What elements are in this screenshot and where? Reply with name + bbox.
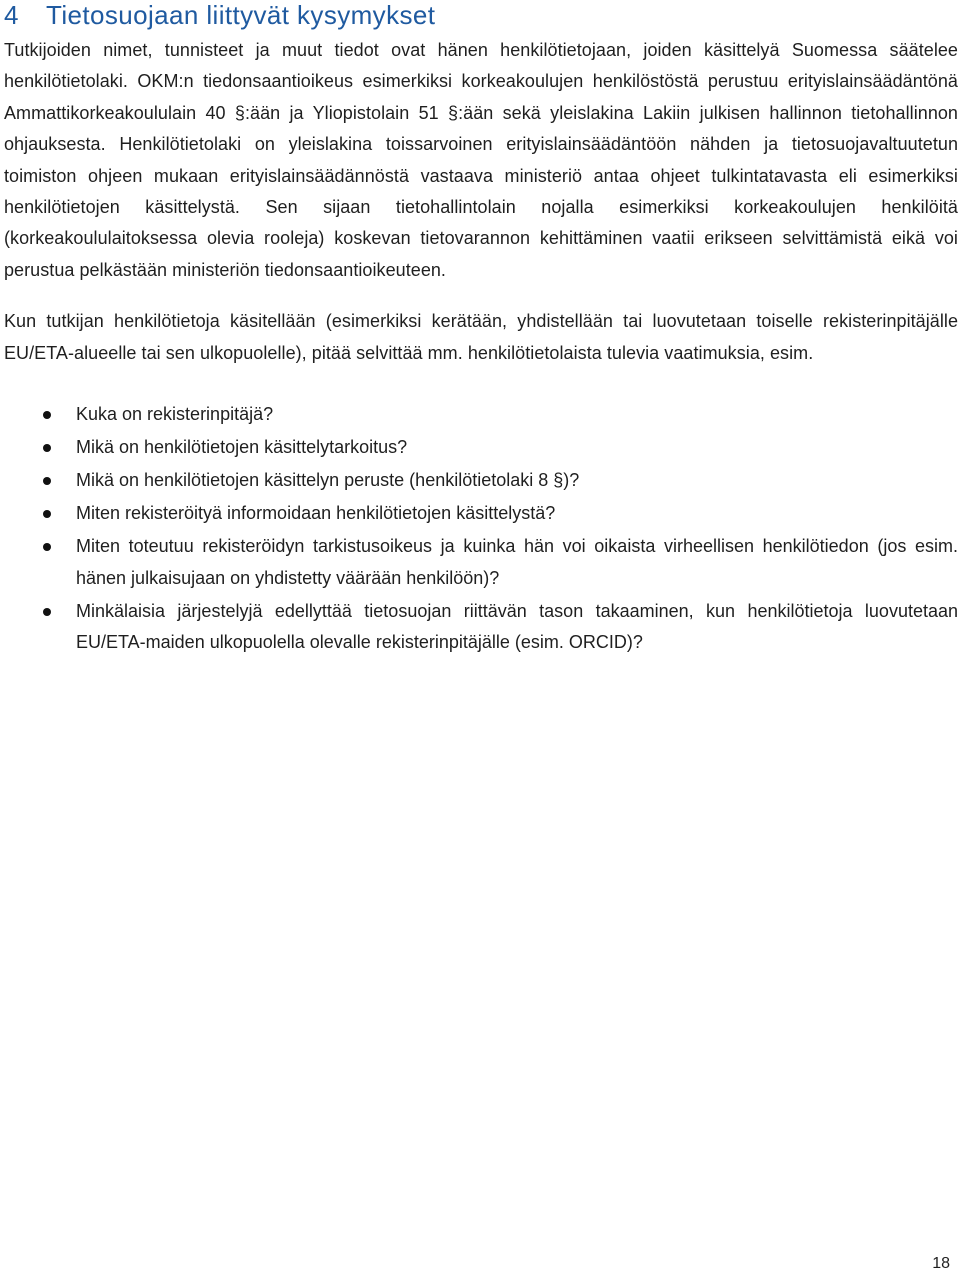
section-heading — [4, 0, 958, 32]
list-item-text: Miten rekisteröityä informoidaan henkilötietojen käsittelystä? — [76, 503, 556, 524]
document-page — [4, 0, 958, 660]
question-list — [4, 399, 958, 659]
section-title: Tietosuojaan liittyvät kysymykset — [46, 0, 436, 30]
section-number: 4 — [4, 0, 19, 30]
list-item-text: Kuka on rekisterinpitäjä? — [76, 404, 274, 425]
list-item — [4, 596, 958, 659]
bullet-icon — [43, 608, 51, 616]
list-item — [4, 399, 958, 431]
list-item — [4, 531, 958, 594]
bullet-icon — [43, 411, 51, 419]
list-item — [4, 432, 958, 464]
list-item-text: Miten toteutuu rekisteröidyn tarkistusoikeus ja kuinka hän voi oikaista virheellisen henkilötiedon (jos esim. hänen julkaisujaan on yhdistetty väärään henkilöön)? — [76, 536, 958, 588]
bullet-icon — [43, 543, 51, 551]
list-item — [4, 498, 958, 530]
bullet-icon — [43, 477, 51, 485]
paragraph-2: Kun tutkijan henkilötietoja käsitellään (esimerkiksi kerätään, yhdistellään tai luovutetaan toiselle rekisterinpitäjälle EU/ETA-alueelle tai sen ulkopuolelle), pitää selvittää mm. henkilötietolaista tulevia vaatimuksia, esim. — [4, 311, 958, 363]
list-item-text: Mikä on henkilötietojen käsittelytarkoitus? — [76, 437, 408, 458]
page-number: 18 — [932, 1255, 950, 1272]
paragraph-1: Tutkijoiden nimet, tunnisteet ja muut tiedot ovat hänen henkilötietojaan, joiden käsittelyä Suomessa säätelee henkilötietolaki. OKM:n tiedonsaantioikeus esimerkiksi korkeakoulujen henkilöstöstä perustuu erityislainsäädäntönä Ammattikorkeakoululain 40 §:ään ja Yliopistolain 51 §:ään sekä yleislakina Lakiin julkisen hallinnon tietohallinnon ohjauksesta. Henkilötietolaki on yleislakina toissarvoinen erityislainsäädäntöön nähden ja tietosuojavaltuutetun toimiston ohjeen mukaan erityislainsäädännöstä vastaava ministeriö antaa ohjeet tulkintatavasta eli esimerkiksi henkilötietojen käsittelystä. Sen sijaan tietohallintolain nojalla esimerkiksi korkeakoulujen henkilöitä (korkeakoululaitoksessa olevia rooleja) koskevan tietovarannon kehittäminen vaatii erikseen selvittämistä eikä voi perustua pelkästään ministeriön tiedonsaantioikeuteen. — [4, 40, 958, 280]
list-item-text: Minkälaisia järjestelyjä edellyttää tietosuojan riittävän tason takaaminen, kun henkilötietoja luovutetaan EU/ETA-maiden ulkopuolella olevalle rekisterinpitäjälle (esim. ORCID)? — [76, 600, 958, 653]
bullet-icon — [43, 444, 51, 452]
list-item-text: Mikä on henkilötietojen käsittelyn peruste (henkilötietolaki 8 §)? — [76, 470, 580, 491]
list-item — [4, 465, 958, 497]
bullet-icon — [43, 510, 51, 518]
